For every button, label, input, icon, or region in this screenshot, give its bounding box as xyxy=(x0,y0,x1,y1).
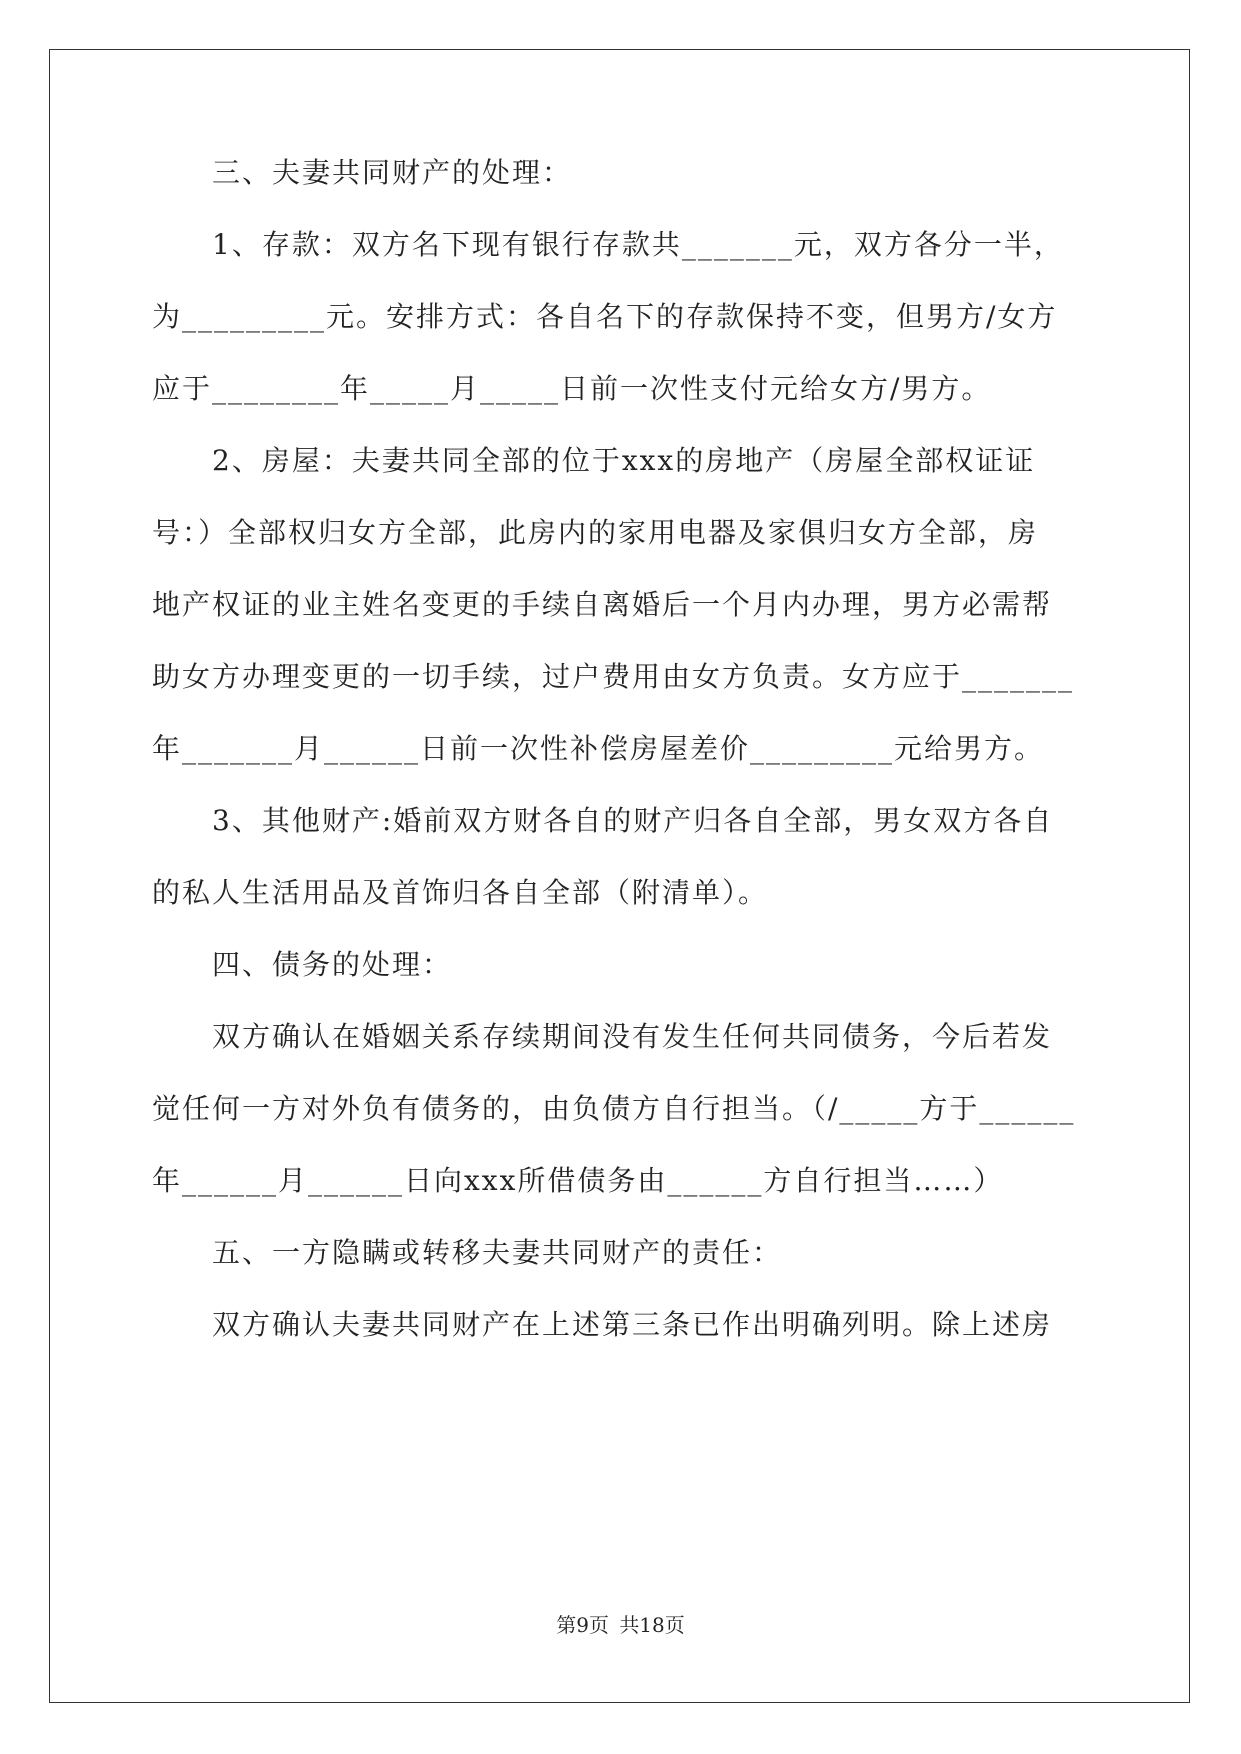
paragraph-line: 3、其他财产:婚前双方财各自的财产归各自全部，男女双方各自 xyxy=(152,804,1054,837)
section-heading-4: 四、债务的处理： xyxy=(152,948,453,981)
paragraph-line: 为_________元。安排方式：各自名下的存款保持不变，但男方/女方 xyxy=(152,300,1058,333)
paragraph-line: 觉任何一方对外负有债务的，由负债方自行担当。（/_____方于______ xyxy=(152,1092,1076,1125)
paragraph-line: 地产权证的业主姓名变更的手续自离婚后一个月内办理，男方必需帮 xyxy=(152,588,1053,621)
section-heading-5: 五、一方隐瞒或转移夫妻共同财产的责任： xyxy=(152,1236,783,1269)
page-footer xyxy=(0,1612,1241,1638)
paragraph-line: 的私人生活用品及首饰归各自全部（附清单）。 xyxy=(152,876,769,909)
section-heading-3: 三、夫妻共同财产的处理： xyxy=(152,156,573,189)
paragraph-line: 应于________年_____月_____日前一次性支付元给女方/男方。 xyxy=(152,372,992,405)
paragraph-line: 1、存款：双方名下现有银行存款共_______元，双方各分一半， xyxy=(152,228,1064,261)
paragraph-line: 双方确认夫妻共同财产在上述第三条已作出明确列明。除上述房 xyxy=(152,1308,1053,1341)
page-total: 共18页 xyxy=(619,1613,685,1637)
paragraph-line: 助女方办理变更的一切手续，过户费用由女方负责。女方应于_______ xyxy=(152,660,1075,693)
paragraph-line: 年______月______日向xxx所借债务由______方自行担当……） xyxy=(152,1164,1004,1197)
paragraph-line: 年_______月______日前一次性补偿房屋差价_________元给男方。 xyxy=(152,732,1045,765)
paragraph-line: 双方确认在婚姻关系存续期间没有发生任何共同债务，今后若发 xyxy=(152,1020,1053,1053)
page-number: 第9页 xyxy=(556,1613,609,1637)
paragraph-line: 号：）全部权归女方全部，此房内的家用电器及家俱归女方全部，房 xyxy=(152,516,1039,549)
paragraph-line: 2、房屋：夫妻共同全部的位于xxx的房地产（房屋全部权证证 xyxy=(152,444,1036,477)
